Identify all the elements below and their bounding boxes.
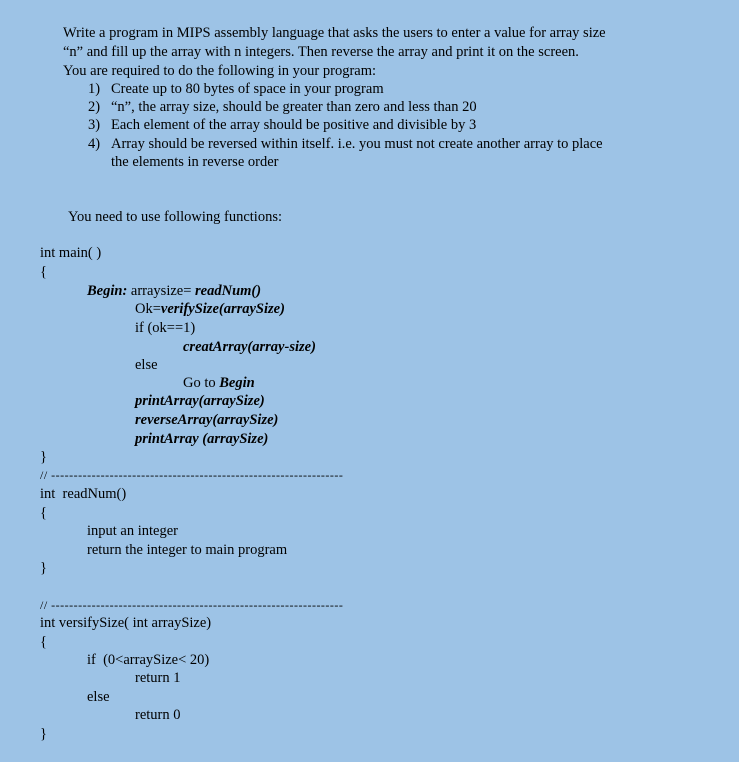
verify-size-call: verifySize(arraySize) — [160, 301, 285, 317]
ok-prefix: Ok= — [135, 301, 161, 317]
requirement-number: 4) — [88, 136, 101, 152]
readnum-body-line-1: input an integer — [87, 523, 179, 539]
main-else-line: else — [135, 357, 158, 373]
goto-prefix: Go to — [183, 375, 220, 391]
requirement-text: Create up to 80 bytes of space in your program — [111, 81, 384, 97]
requirement-text: Array should be reversed within itself. i.e. you must not create another array to place — [111, 136, 603, 152]
requirement-text-continued: the elements in reverse order — [111, 154, 279, 170]
begin-assign: arraysize= — [127, 283, 196, 299]
reverse-array-call: reverseArray(arraySize) — [135, 412, 279, 428]
main-if-line: if (ok==1) — [135, 320, 196, 336]
comment-divider: // ----------------------------------------------------------------- — [40, 598, 344, 612]
print-array-call-2: printArray (arraySize) — [135, 431, 269, 447]
main-close-brace: } — [40, 449, 47, 465]
main-begin-line — [87, 282, 261, 300]
requirement-number: 2) — [88, 99, 101, 115]
readnum-open-brace: { — [40, 505, 47, 521]
verify-return-0: return 0 — [135, 707, 181, 723]
readnum-body-line-2: return the integer to main program — [87, 542, 288, 558]
readnum-close-brace: } — [40, 560, 47, 576]
verify-close-brace: } — [40, 726, 47, 742]
requirement-text: Each element of the array should be positive and divisible by 3 — [111, 117, 477, 133]
intro-line-2: “n” and fill up the array with n integers. Then reverse the array and print it on the screen. — [63, 44, 579, 60]
begin-label: Begin: — [87, 283, 128, 299]
main-verify-line — [135, 300, 285, 318]
goto-target: Begin — [219, 375, 255, 391]
verify-signature: int versifySize( int arraySize) — [40, 615, 212, 631]
main-open-brace: { — [40, 264, 47, 280]
requirement-number: 1) — [88, 81, 101, 97]
verify-return-1: return 1 — [135, 670, 181, 686]
comment-divider: // ----------------------------------------------------------------- — [40, 468, 344, 482]
verify-open-brace: { — [40, 634, 47, 650]
main-signature: int main( ) — [40, 245, 102, 261]
print-array-call: printArray(arraySize) — [135, 393, 265, 409]
requirement-text: “n”, the array size, should be greater than zero and less than 20 — [111, 99, 477, 115]
main-goto-line — [183, 374, 255, 392]
requirement-number: 3) — [88, 117, 101, 133]
verify-else-line: else — [87, 689, 110, 705]
readnum-signature: int readNum() — [40, 486, 127, 502]
functions-heading: You need to use following functions: — [68, 209, 283, 225]
creat-array-call: creatArray(array-size) — [183, 339, 316, 355]
read-num-call: readNum() — [195, 283, 262, 299]
intro-line-3: You are required to do the following in your program: — [63, 63, 377, 79]
intro-line-1: Write a program in MIPS assembly language that asks the users to enter a value for array size — [63, 25, 606, 41]
verify-if-line: if (0<arraySize< 20) — [87, 652, 210, 668]
